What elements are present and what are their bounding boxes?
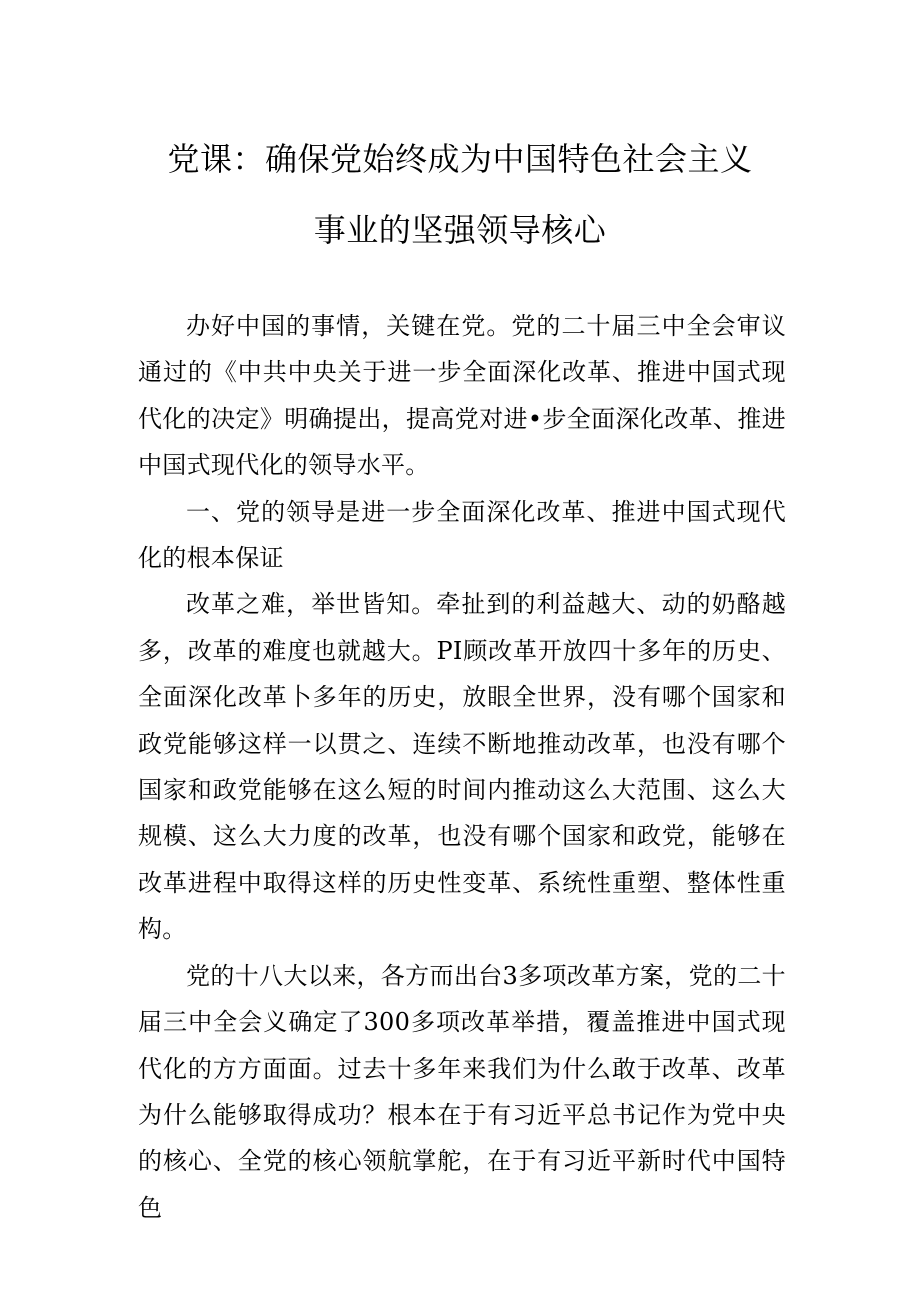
section-heading-1: 一、党的领导是进一步全面深化改革、推进中国式现代化的根本保证: [138, 497, 786, 573]
paragraph-intro: 办好中国的事情，关键在党。党的二十届三中全会审议通过的《中共中央关于进一步全面深化改革、推进中国式现代化的决定》明确提出，提高党对进•步全面深化改革、推进中国式现代化的领导水平。: [138, 312, 786, 480]
document-body: [138, 303, 786, 1231]
document-title-line-1: 党课：确保党始终成为中国特色社会主义: [167, 140, 753, 178]
paragraph-reform-difficulty: 改革之难，举世皆知。牵扯到的利益越大、动的奶酪越多，改革的难度也就越大。PI顾改革开放四十多年的历史、全面深化改革卜多年的历史，放眼全世界，没有哪个国家和政党能够这样一以贯之、连续不断地推动改革，也没有哪个国家和政党能够在这么短的时间内推动这么大范围、这么大规模、这么大力度的改革，也没有哪个国家和政党，能够在改革进程中取得这样的历史性变革、系统性重塑、整体性重构。: [138, 590, 786, 944]
paragraph-since-18th-congress: 党的十八大以来，各方而出台3多项改革方案，党的二十届三中全会义确定了300多项改革举措，覆盖推进中国式现代化的方方面面。过去十多年来我们为什么敢于改革、改革为什么能够取得成功？根本在于有习近平总书记作为党中央的核心、全党的核心领航掌舵，在于有习近平新时代中国特色: [138, 961, 786, 1222]
document-title-line-2: 事业的坚强领导核心: [313, 211, 607, 249]
